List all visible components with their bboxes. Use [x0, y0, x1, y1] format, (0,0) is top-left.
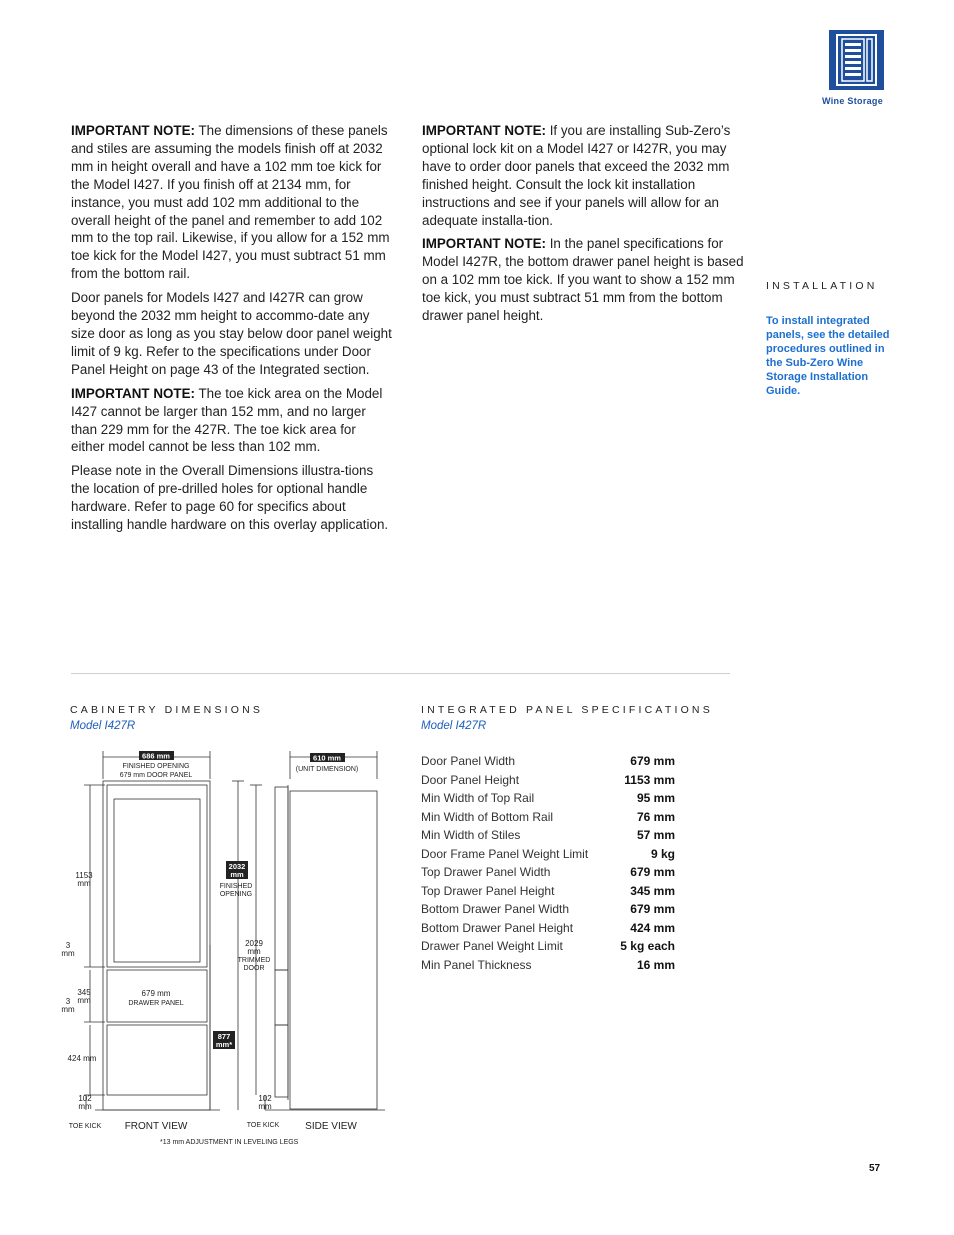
spec-value: 345 mm — [630, 883, 675, 898]
note-text: In the panel specifications for Model I427R, the bottom drawer panel height is based on a 102 mm toe kick. If you want to show a 152 mm toe kick, you must subtract 51 mm from the bottom drawer panel height. — [422, 236, 744, 324]
spec-label: Min Panel Thickness — [421, 957, 532, 972]
note-label: IMPORTANT NOTE: — [422, 236, 546, 252]
spec-label: Min Width of Stiles — [421, 828, 521, 842]
note-paragraph — [422, 235, 747, 325]
spec-value: 679 mm — [630, 902, 675, 916]
spec-value: 424 mm — [630, 920, 675, 935]
height-badge-text: 2032 — [228, 862, 246, 871]
spec-value: 95 mm — [636, 791, 675, 805]
toe-kick-label: TOE KICK — [246, 1122, 280, 1129]
middle-column — [422, 122, 747, 331]
top-drawer-unit: mm — [77, 996, 91, 1005]
front-view-label: FRONT VIEW — [124, 1121, 188, 1132]
toe-kick-label: TOE KICK — [68, 1123, 102, 1130]
bottom-drawer-height: 424 mm — [67, 1054, 97, 1063]
door-panel-outline — [107, 785, 207, 967]
spec-row — [421, 937, 675, 956]
unit-dimension-label: (UNIT DIMENSION) — [295, 766, 359, 773]
spec-value: 5 kg each — [620, 939, 675, 953]
note-text: The toe kick area on the Model I427 cannot be larger than 152 mm, and no larger than 229 mm for the 427R. The toe kick area for either model cannot be less than 102 mm. — [71, 385, 383, 455]
spec-value: 679 mm — [630, 865, 675, 879]
gap-unit: mm — [61, 1005, 75, 1014]
finished-opening-label: FINISHED — [219, 883, 253, 890]
spec-label: Drawer Panel Weight Limit — [421, 939, 563, 953]
top-drawer-height: 345 — [77, 988, 91, 997]
spec-row — [421, 900, 675, 919]
footnote: *13 mm ADJUSTMENT IN LEVELING LEGS — [160, 1139, 299, 1146]
spec-row — [421, 956, 675, 975]
spec-label: Door Panel Width — [421, 754, 516, 768]
spec-row — [421, 752, 675, 771]
spec-label: Door Panel Height — [421, 772, 520, 787]
spec-label: Bottom Drawer Panel Height — [421, 920, 574, 935]
spec-row — [421, 919, 675, 938]
note-label: IMPORTANT NOTE: — [71, 385, 195, 401]
spec-value: 679 mm — [630, 754, 675, 768]
specs-heading: INTEGRATED PANEL SPECIFICATIONS — [421, 704, 713, 716]
gap-unit: mm — [61, 949, 75, 958]
gap-value: 3 — [65, 941, 71, 950]
note-paragraph — [422, 122, 747, 229]
toe-kick-value: 102 — [258, 1094, 272, 1103]
door-height-unit: mm — [77, 879, 91, 888]
height-badge-text: mm — [230, 870, 244, 879]
toe-kick-unit: mm — [258, 1102, 272, 1111]
depth-badge-text: 610 mm — [313, 753, 341, 763]
body-paragraph: Please note in the Overall Dimensions illustra-tions the location of pre-drilled holes for optional handle hardware. Refer to page 60 for specifics about installing handle hardware on this overlay application. — [71, 463, 389, 533]
note-text: If you are installing Sub-Zero’s optional lock kit on a Model I427 or I427R, you may have to order door panels that exceed the 2032 mm finished height. Consult the lock kit installation instructions and see if your panels will allow for an adequate installa-tion. — [422, 123, 731, 228]
left-column — [71, 122, 393, 540]
door-inner-outline — [114, 799, 200, 962]
finished-opening-label: OPENING — [219, 891, 253, 898]
spec-value: 76 mm — [636, 809, 675, 824]
specs-table — [421, 752, 675, 974]
spec-label: Min Width of Bottom Rail — [421, 809, 554, 824]
spec-row — [421, 826, 675, 845]
cabinetry-diagram — [60, 745, 400, 1155]
door-panel-width-label: 679 mm DOOR PANEL — [119, 772, 193, 779]
section-divider — [71, 673, 730, 674]
specs-model: Model I427R — [421, 720, 487, 732]
door-height-value: 1153 — [75, 871, 93, 880]
trimmed-door-label: TRIMMED — [237, 957, 271, 964]
wine-rack-glyph — [829, 30, 884, 90]
note-label: IMPORTANT NOTE: — [71, 123, 195, 138]
spec-row — [421, 845, 675, 864]
section-label: Wine Storage — [822, 96, 884, 106]
width-badge-text: 686 mm — [142, 751, 170, 761]
spec-row — [421, 863, 675, 882]
installation-note: To install integrated panels, see the detailed procedures outlined in the Sub-Zero Wine Storage Installation Guide. — [766, 315, 890, 397]
spec-row — [421, 808, 675, 827]
drawer-panel-label: DRAWER PANEL — [128, 1000, 184, 1007]
spec-label: Min Width of Top Rail — [421, 791, 535, 805]
trimmed-door-value: 2029 — [245, 939, 263, 948]
leg-badge-text: 877 — [217, 1032, 231, 1041]
spec-row — [421, 789, 675, 808]
cabinetry-model: Model I427R — [70, 720, 136, 732]
trimmed-door-unit: mm — [247, 947, 261, 956]
side-door-outline — [275, 787, 288, 970]
side-drawer-outline — [275, 970, 288, 1025]
drawer-width-label: 679 mm — [141, 989, 171, 998]
gap-value: 3 — [65, 997, 71, 1006]
leg-badge-text: mm* — [215, 1040, 233, 1049]
spec-label: Top Drawer Panel Height — [421, 883, 555, 898]
finished-opening-label: FINISHED OPENING — [122, 763, 190, 770]
page-number: 57 — [869, 1163, 881, 1174]
side-cabinet-outline — [290, 791, 377, 1109]
spec-value: 16 mm — [636, 957, 675, 972]
note-paragraph — [71, 122, 393, 283]
cabinetry-heading: CABINETRY DIMENSIONS — [70, 704, 264, 716]
side-view-label: SIDE VIEW — [305, 1121, 357, 1132]
spec-value: 9 kg — [650, 846, 675, 861]
side-drawer-outline — [275, 1025, 288, 1097]
bottom-drawer-outline — [107, 1025, 207, 1095]
spec-label: Bottom Drawer Panel Width — [421, 902, 570, 916]
spec-value: 1153 mm — [624, 772, 675, 787]
trimmed-door-label: DOOR — [243, 965, 265, 972]
spec-label: Door Frame Panel Weight Limit — [421, 846, 589, 861]
front-cabinet-outline — [103, 781, 210, 1110]
spec-row — [421, 771, 675, 790]
spec-label: Top Drawer Panel Width — [421, 865, 551, 879]
note-label: IMPORTANT NOTE: — [422, 123, 546, 138]
toe-kick-value: 102 — [78, 1094, 92, 1103]
installation-heading: INSTALLATION — [766, 280, 878, 292]
spec-value: 57 mm — [636, 828, 675, 842]
body-paragraph: Door panels for Models I427 and I427R can grow beyond the 2032 mm height to accommo-date any size door as long as you stay below door panel weight limit of 9 kg. Refer to the specifications under Door Panel Height on page 43 of the Integrated section. — [71, 290, 392, 377]
toe-kick-unit: mm — [78, 1102, 92, 1111]
wine-rack-icon — [829, 30, 884, 90]
note-paragraph — [71, 385, 393, 457]
note-text: The dimensions of these panels and stiles are assuming the models finish off at 2032 mm in height overall and have a 102 mm toe kick for the Model I427. If you finish off at 2134 mm, for instance, you must add 102 mm additional to the overall height of the panel and remember to add 102 mm to the top rail. Likewise, if you allow for a 152 mm toe kick for the Model I427, you must subtract 51 mm from the bottom rail. — [71, 123, 390, 282]
spec-row — [421, 882, 675, 901]
